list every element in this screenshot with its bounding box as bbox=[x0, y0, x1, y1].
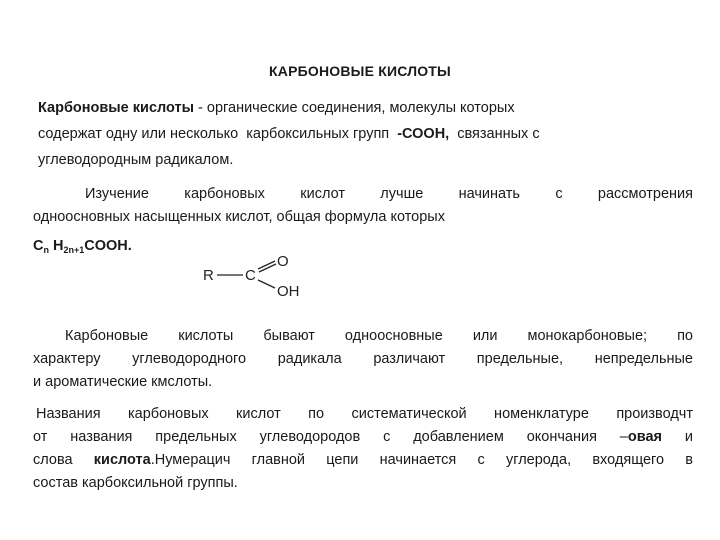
naming-text: Названия карбоновых кислот по систематической номенклатуре производчт bbox=[36, 406, 693, 422]
definition-line-1 bbox=[38, 95, 688, 121]
word-bold: кислота bbox=[93, 452, 151, 468]
structure-oh: OH bbox=[277, 283, 300, 300]
naming-line-3 bbox=[33, 449, 693, 472]
naming-text: и bbox=[661, 429, 693, 445]
study-paragraph bbox=[33, 183, 693, 229]
bond-c-oh bbox=[258, 280, 275, 288]
definition-text: связанных с bbox=[449, 126, 540, 142]
naming-line-4: состав карбоксильной группы. bbox=[33, 475, 238, 491]
general-formula bbox=[33, 238, 132, 255]
naming-paragraph bbox=[33, 403, 693, 495]
formula-sub-n: n bbox=[43, 245, 49, 255]
carboxyl-structure-diagram bbox=[195, 248, 345, 304]
definition-line-3: углеводородным радикалом. bbox=[38, 152, 234, 168]
types-text: Карбоновые кислоты бывают одноосновные или монокарбоновые; по bbox=[65, 328, 693, 344]
types-line-1 bbox=[33, 325, 693, 348]
structure-c: C bbox=[245, 267, 256, 284]
naming-text: .Нумерацич главной цепи начинается с углерода, входящего в bbox=[150, 452, 693, 468]
formula-sub-2n1: 2n+1 bbox=[63, 245, 85, 255]
suffix-bold: овая bbox=[627, 429, 662, 445]
formula-h: H bbox=[48, 238, 64, 254]
definition-text: содержат одну или несколько карбоксильных групп bbox=[38, 126, 398, 142]
definition-text: - органические соединения, молекулы которых bbox=[194, 100, 515, 116]
naming-line-2 bbox=[33, 426, 693, 449]
types-line-2: характеру углеводородного радикала различают предельные, непредельные bbox=[33, 351, 693, 367]
study-text: Изучение карбоновых кислот лучше начинать с рассмотрения bbox=[85, 186, 693, 202]
definition-paragraph bbox=[38, 95, 688, 173]
definition-line-2 bbox=[38, 121, 688, 147]
naming-text: слова bbox=[33, 452, 94, 468]
structure-o: O bbox=[277, 253, 289, 270]
formula-cooh: COOH. bbox=[84, 238, 132, 254]
types-paragraph bbox=[33, 325, 693, 394]
structure-r: R bbox=[203, 267, 214, 284]
types-line-3: и ароматические кмслоты. bbox=[33, 374, 213, 390]
study-line-1 bbox=[33, 183, 693, 206]
naming-text: от названия предельных углеводородов с добавлением окончания – bbox=[33, 429, 628, 445]
page-title: КАРБОНОВЫЕ КИСЛОТЫ bbox=[269, 63, 451, 79]
formula-c: C bbox=[33, 238, 44, 254]
carboxyl-group: -СООН, bbox=[397, 126, 450, 142]
term-bold: Карбоновые кислоты bbox=[38, 100, 195, 116]
naming-line-1 bbox=[33, 403, 693, 426]
study-line-2: одноосновных насыщенных кислот, общая формула которых bbox=[33, 209, 445, 225]
